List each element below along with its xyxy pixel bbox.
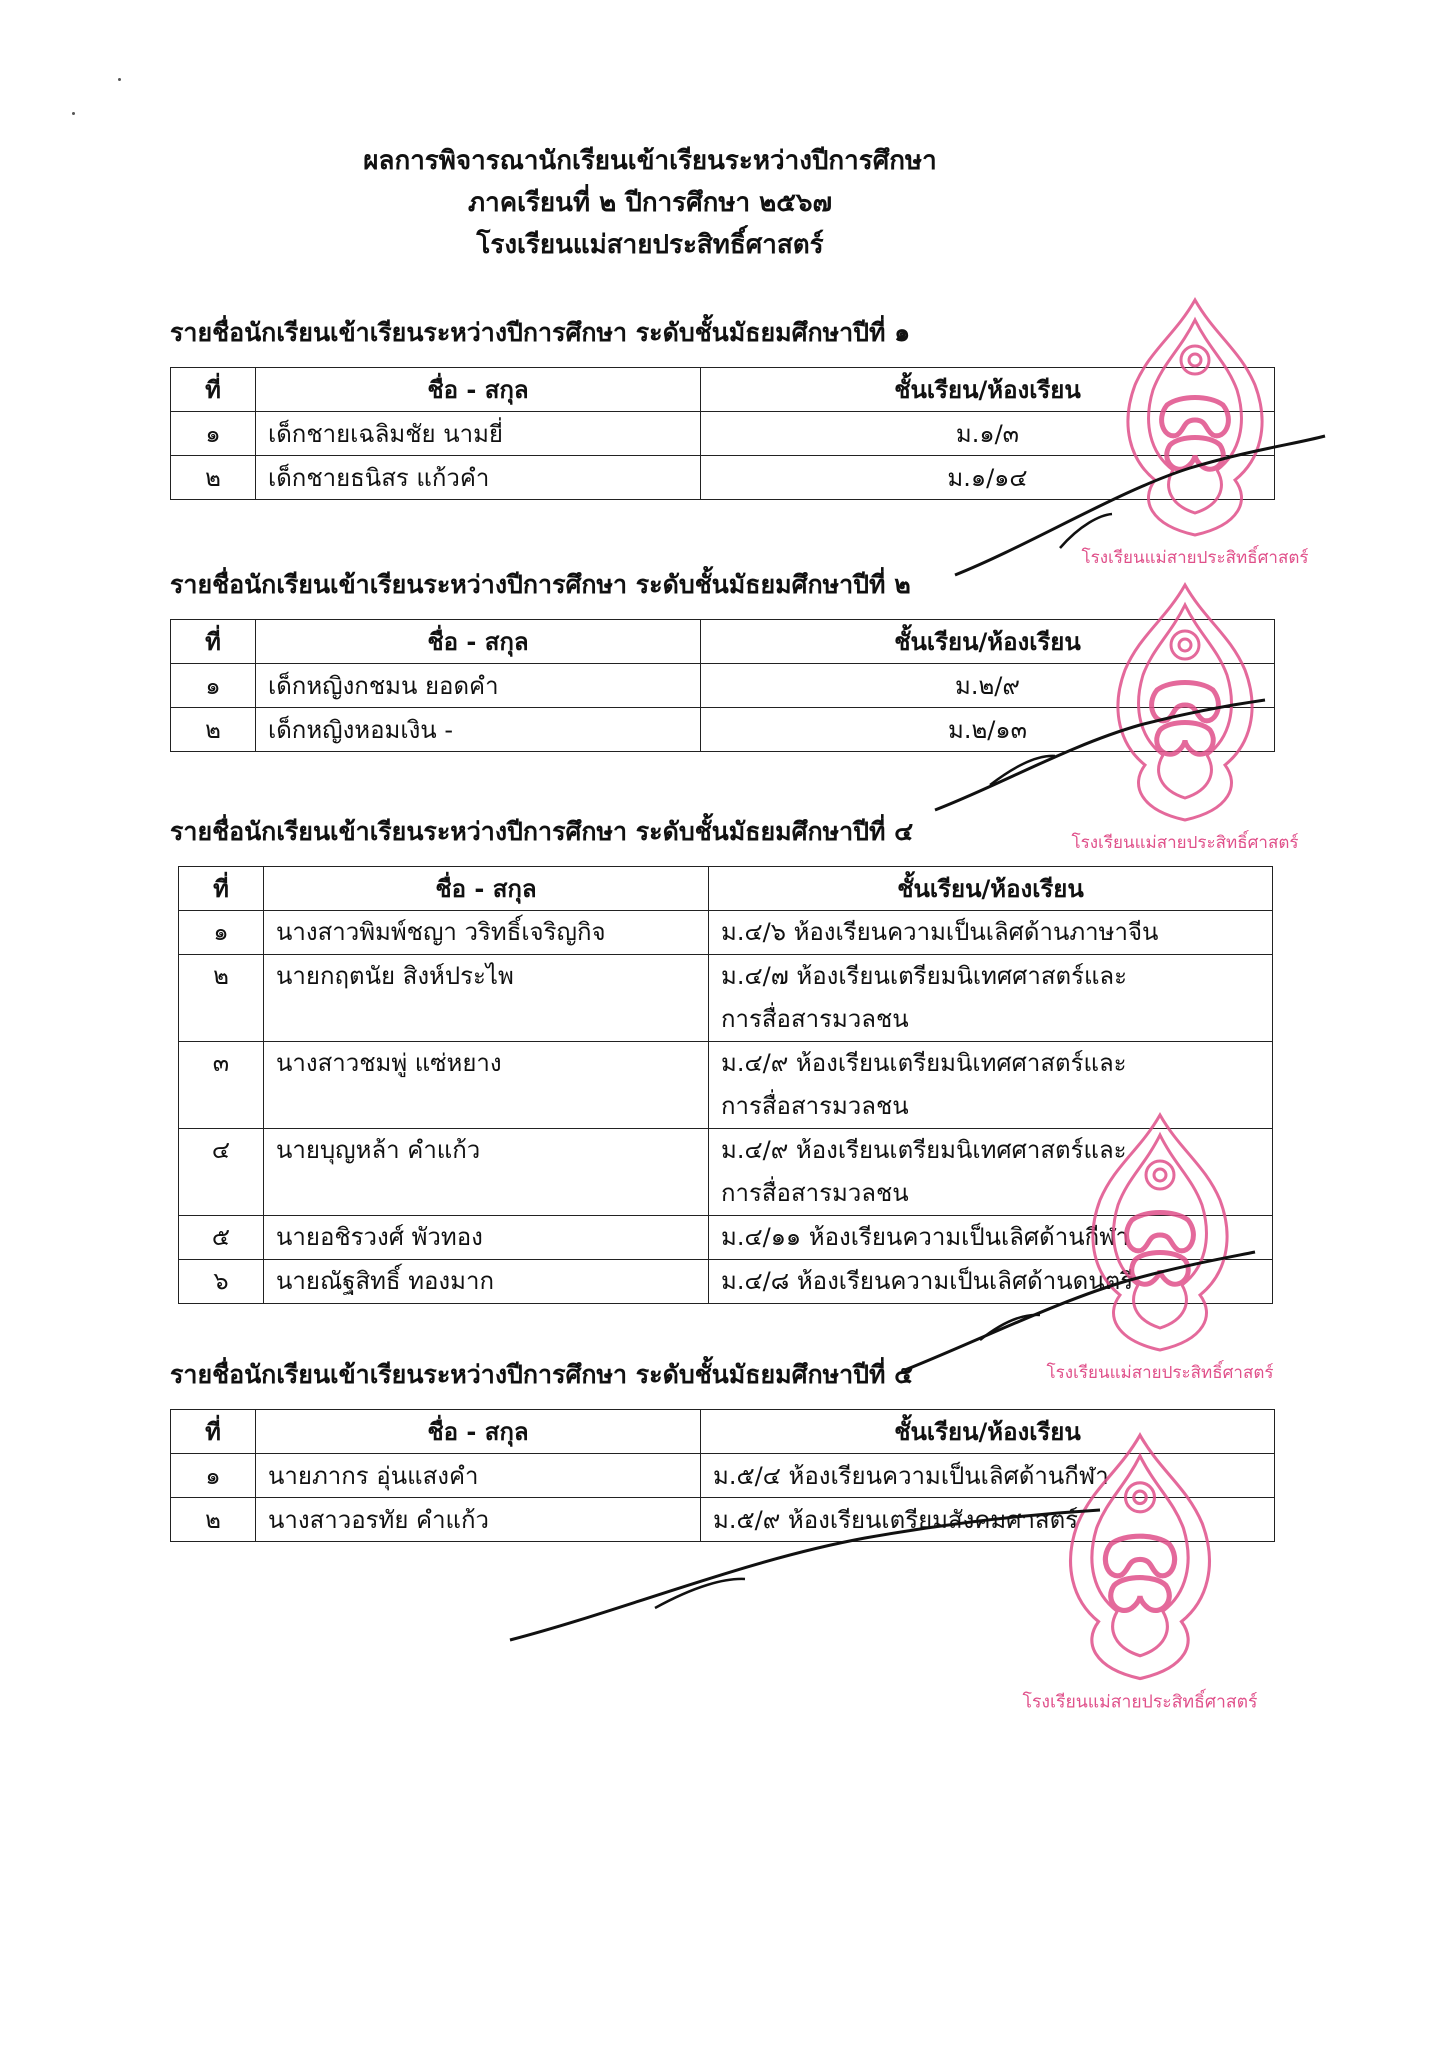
scan-speck — [118, 78, 121, 81]
row-name: นางสาวพิมพ์ชญา วริทธิ์เจริญกิจ — [264, 911, 709, 955]
row-no: ๕ — [179, 1216, 264, 1260]
signature-stroke — [505, 1500, 1105, 1650]
row-room-line2: การสื่อสารมวลชน — [721, 1092, 909, 1120]
row-no: ๖ — [179, 1260, 264, 1304]
stamp-caption: โรงเรียนแม่สายประสิทธิ์ศาสตร์ — [1046, 1363, 1274, 1383]
header-title: ผลการพิจารณานักเรียนเข้าเรียนระหว่างปีการศึกษา — [363, 146, 937, 176]
row-room: ม.๒/๙ — [701, 664, 1275, 708]
row-name: นางสาวอรทัย คำแก้ว — [256, 1498, 701, 1542]
row-no: ๑ — [171, 1454, 256, 1498]
col-room: ชั้นเรียน/ห้องเรียน — [701, 368, 1275, 412]
row-room — [709, 911, 1273, 955]
row-name: นายบุญหล้า คำแก้ว — [264, 1129, 709, 1216]
row-room: ม.๒/๑๓ — [701, 708, 1275, 752]
col-no: ที่ — [171, 1410, 256, 1454]
row-name: เด็กชายเฉลิมชัย นามยี่ — [256, 412, 701, 456]
row-room: ม.๑/๑๔ — [701, 456, 1275, 500]
row-room-line2: การสื่อสารมวลชน — [721, 1005, 909, 1033]
stamp-caption: โรงเรียนแม่สายประสิทธิ์ศาสตร์ — [1022, 1692, 1258, 1713]
row-room: ม.๕/๙ ห้องเรียนเตรียมสังคมศาสตร์ — [701, 1498, 1275, 1542]
section-title: รายชื่อนักเรียนเข้าเรียนระหว่างปีการศึกษา ระดับชั้นมัธยมศึกษาปีที่ ๔ — [170, 817, 914, 846]
section-title: รายชื่อนักเรียนเข้าเรียนระหว่างปีการศึกษา ระดับชั้นมัธยมศึกษาปีที่ ๑ — [170, 318, 911, 347]
row-name: เด็กชายธนิสร แก้วคำ — [256, 456, 701, 500]
row-name: นายกฤตนัย สิงห์ประไพ — [264, 955, 709, 1042]
table-row — [179, 911, 1273, 955]
row-no: ๑ — [171, 412, 256, 456]
row-room: ม.๑/๓ — [701, 412, 1275, 456]
row-room-line1: ม.๔/๗ ห้องเรียนเตรียมนิเทศศาสตร์และ — [721, 962, 1128, 990]
row-room-line2: การสื่อสารมวลชน — [721, 1179, 909, 1207]
row-no: ๑ — [179, 911, 264, 955]
col-name: ชื่อ - สกุล — [256, 368, 701, 412]
col-room: ชั้นเรียน/ห้องเรียน — [701, 620, 1275, 664]
row-name: นางสาวชมพู่ แซ่หยาง — [264, 1042, 709, 1129]
stamp-caption: โรงเรียนแม่สายประสิทธิ์ศาสตร์ — [1081, 548, 1309, 568]
row-no: ๒ — [171, 1498, 256, 1542]
document-header — [0, 140, 1300, 266]
row-no: ๒ — [171, 456, 256, 500]
row-no: ๑ — [171, 664, 256, 708]
row-no: ๒ — [171, 708, 256, 752]
section-title: รายชื่อนักเรียนเข้าเรียนระหว่างปีการศึกษา ระดับชั้นมัธยมศึกษาปีที่ ๕ — [170, 1360, 914, 1389]
col-name: ชื่อ - สกุล — [256, 1410, 701, 1454]
row-no: ๓ — [179, 1042, 264, 1129]
col-name: ชื่อ - สกุล — [264, 867, 709, 911]
row-room-line1: ม.๔/๙ ห้องเรียนเตรียมนิเทศศาสตร์และ — [721, 1049, 1127, 1077]
row-room-line1: ม.๔/๖ ห้องเรียนความเป็นเลิศด้านภาษาจีน — [721, 918, 1159, 946]
row-name: นายณัฐสิทธิ์ ทองมาก — [264, 1260, 709, 1304]
col-room: ชั้นเรียน/ห้องเรียน — [701, 1410, 1275, 1454]
row-room — [709, 955, 1273, 1042]
col-no: ที่ — [179, 867, 264, 911]
header-school: โรงเรียนแม่สายประสิทธิ์ศาสตร์ — [476, 230, 824, 260]
table-row — [179, 955, 1273, 1042]
scan-speck — [72, 112, 75, 115]
row-name: นายภากร อุ่นแสงคำ — [256, 1454, 701, 1498]
header-semester: ภาคเรียนที่ ๒ ปีการศึกษา ๒๕๖๗ — [467, 188, 833, 218]
col-no: ที่ — [171, 368, 256, 412]
row-room-line1: ม.๔/๑๑ ห้องเรียนความเป็นเลิศด้านกีฬา — [721, 1223, 1130, 1251]
col-no: ที่ — [171, 620, 256, 664]
signature-stroke — [950, 430, 1330, 590]
row-name: เด็กหญิงกชมน ยอดคำ — [256, 664, 701, 708]
signature-stroke — [900, 1240, 1260, 1380]
row-name: นายอชิรวงศ์ พัวทอง — [264, 1216, 709, 1260]
row-name: เด็กหญิงหอมเงิน - — [256, 708, 701, 752]
row-room: ม.๕/๔ ห้องเรียนความเป็นเลิศด้านกีฬา — [701, 1454, 1275, 1498]
col-name: ชื่อ - สกุล — [256, 620, 701, 664]
row-room-line1: ม.๔/๘ ห้องเรียนความเป็นเลิศด้านดนตรี — [721, 1267, 1134, 1295]
signature-stroke — [930, 690, 1270, 820]
table-header-row — [179, 867, 1273, 911]
row-no: ๔ — [179, 1129, 264, 1216]
section-title: รายชื่อนักเรียนเข้าเรียนระหว่างปีการศึกษา ระดับชั้นมัธยมศึกษาปีที่ ๒ — [170, 570, 911, 599]
row-room-line1: ม.๔/๙ ห้องเรียนเตรียมนิเทศศาสตร์และ — [721, 1136, 1127, 1164]
row-no: ๒ — [179, 955, 264, 1042]
col-room: ชั้นเรียน/ห้องเรียน — [709, 867, 1273, 911]
stamp-caption: โรงเรียนแม่สายประสิทธิ์ศาสตร์ — [1071, 833, 1299, 853]
